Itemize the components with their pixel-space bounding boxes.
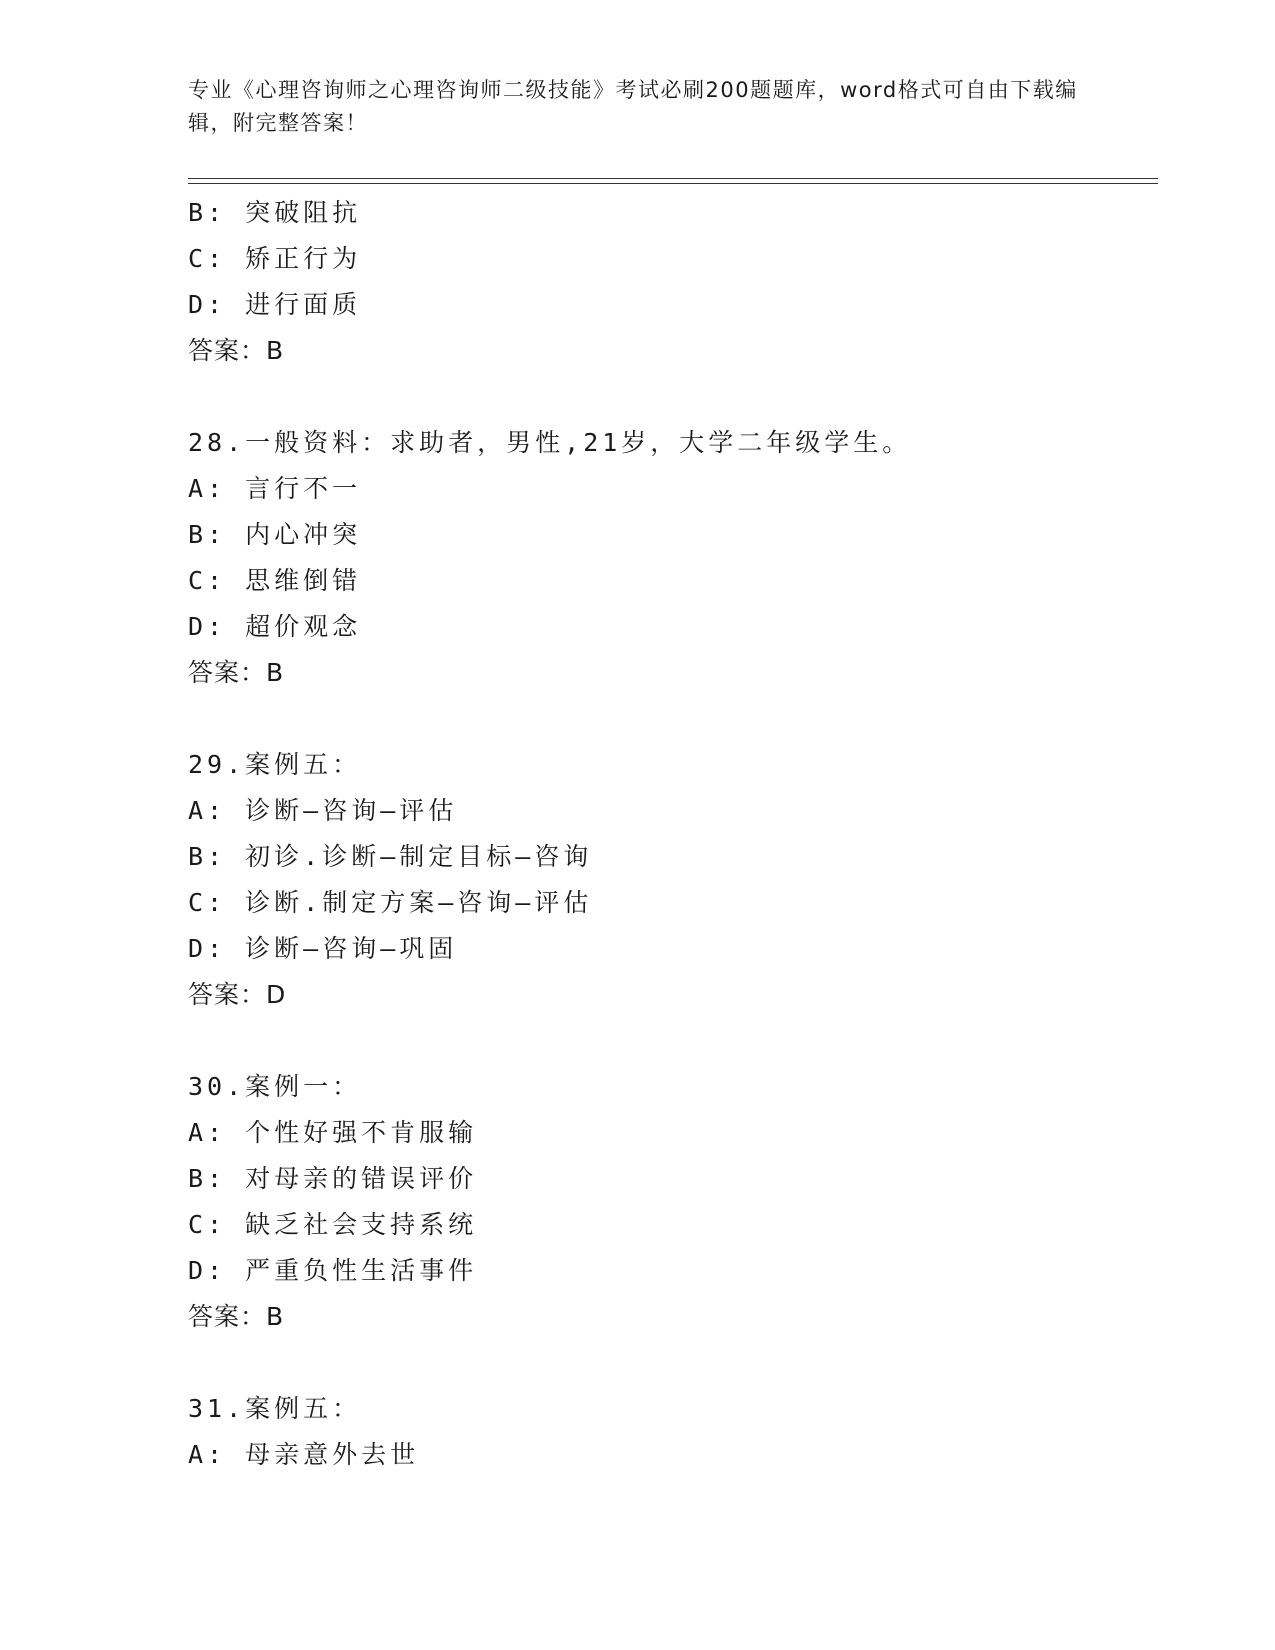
answer-line: 答案：B	[188, 336, 285, 365]
question-block-31	[188, 1386, 1158, 1478]
question-title: 29.案例五：	[188, 750, 362, 779]
answer-line: 答案：B	[188, 658, 285, 687]
header-rule-top	[188, 178, 1158, 179]
option-d: D: 严重负性生活事件	[188, 1256, 478, 1285]
question-block-partial	[188, 190, 1158, 374]
question-block-29	[188, 742, 1158, 1018]
question-title: 30.案例一：	[188, 1072, 362, 1101]
question-title: 31.案例五：	[188, 1394, 362, 1423]
answer-line: 答案：B	[188, 1302, 285, 1331]
question-title: 28.一般资料：求助者，男性,21岁，大学二年级学生。	[188, 428, 912, 457]
option-c: C: 矫正行为	[188, 244, 362, 273]
header-rule-bottom	[188, 183, 1158, 184]
page-header-intro: 专业《心理咨询师之心理咨询师二级技能》考试必刷200题题库，word格式可自由下载编辑，附完整答案！	[188, 78, 1078, 135]
option-a: A: 母亲意外去世	[188, 1440, 420, 1469]
option-a: A: 个性好强不肯服输	[188, 1118, 478, 1147]
answer-line: 答案：D	[188, 980, 287, 1009]
option-b: B: 对母亲的错误评价	[188, 1164, 478, 1193]
option-b: B: 初诊.诊断—制定目标—咨询	[188, 842, 593, 871]
option-d: D: 超价观念	[188, 612, 362, 641]
question-block-28	[188, 420, 1158, 696]
option-c: C: 诊断.制定方案—咨询—评估	[188, 888, 593, 917]
option-b: B: 突破阻抗	[188, 198, 362, 227]
option-d: D: 诊断—咨询—巩固	[188, 934, 458, 963]
option-a: A: 诊断—咨询—评估	[188, 796, 458, 825]
question-block-30	[188, 1064, 1158, 1340]
option-c: C: 思维倒错	[188, 566, 362, 595]
option-c: C: 缺乏社会支持系统	[188, 1210, 478, 1239]
option-b: B: 内心冲突	[188, 520, 362, 549]
option-a: A: 言行不一	[188, 474, 362, 503]
option-d: D: 进行面质	[188, 290, 362, 319]
question-list	[188, 190, 1158, 1478]
